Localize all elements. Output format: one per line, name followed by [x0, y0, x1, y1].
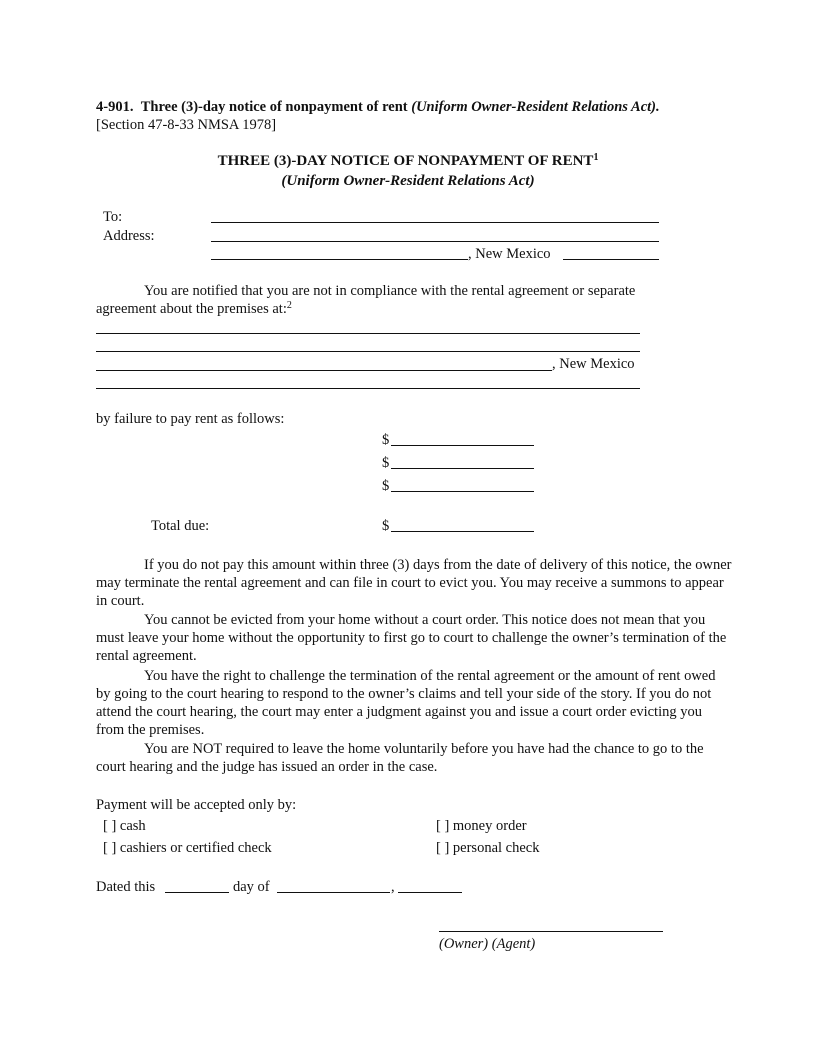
section-reference: [Section 47-8-33 NMSA 1978]: [96, 117, 277, 133]
payment-option-cash[interactable]: [ ] cash: [103, 818, 146, 834]
to-field[interactable]: [211, 222, 659, 223]
day-of-label: day of: [233, 879, 270, 895]
dollar-sign-1: $: [382, 432, 390, 448]
address-zip-field[interactable]: [563, 259, 659, 260]
rule-act: (Uniform Owner-Resident Relations Act).: [411, 99, 660, 115]
paragraph-court-order: You cannot be evicted from your home without a court order. This notice does not mean that you must leave your home without the opportunity to first go to court to challenge the owner’s termination of the rental agreement.: [96, 612, 727, 664]
dollar-sign-3: $: [382, 478, 390, 494]
rent-amount-field-1[interactable]: [391, 445, 534, 446]
payment-option-personal-check[interactable]: [ ] personal check: [436, 840, 540, 856]
rule-title: Three (3)-day notice of nonpayment of rent: [140, 99, 408, 115]
notice-title: [0, 152, 816, 170]
dated-comma: ,: [391, 879, 395, 895]
paragraph-right-to-challenge: You have the right to challenge the termination of the rental agreement or the amount of rent owed by going to the court hearing to respond to the owner’s claims and tell your side of the story. If you do not attend the court hearing, the court may enter a judgment against you and issue a court order evicting you from the premises.: [96, 668, 716, 738]
rent-amount-field-3[interactable]: [391, 491, 534, 492]
address-field-1[interactable]: [211, 241, 659, 242]
premises-field-4[interactable]: [96, 388, 640, 389]
dated-month-field[interactable]: [277, 892, 390, 893]
dated-year-field[interactable]: [398, 892, 462, 893]
payment-option-money-order[interactable]: [ ] money order: [436, 818, 527, 834]
notice-intro-line1: You are notified that you are not in compliance with the rental agreement or separate: [144, 283, 636, 299]
paragraph-not-required: You are NOT required to leave the home voluntarily before you have had the chance to go to the court hearing and the judge has issued an order in the case.: [96, 741, 704, 775]
premises-field-2[interactable]: [96, 351, 640, 352]
payment-label: Payment will be accepted only by:: [96, 797, 297, 813]
notice-subtitle: (Uniform Owner-Resident Relations Act): [281, 173, 535, 189]
dated-day-field[interactable]: [165, 892, 229, 893]
premises-field-1[interactable]: [96, 333, 640, 334]
dated-this-label: Dated this: [96, 879, 156, 895]
to-label: To:: [103, 209, 123, 225]
dollar-sign-total: $: [382, 518, 390, 534]
total-due-field[interactable]: [391, 531, 534, 532]
premises-state-label: , New Mexico: [552, 356, 635, 372]
footnote-mark-2: 2: [286, 300, 292, 311]
notice-intro-text: agreement about the premises at:: [96, 301, 287, 317]
rent-amount-field-2[interactable]: [391, 468, 534, 469]
rule-heading: [96, 98, 660, 116]
signature-field[interactable]: [439, 931, 663, 932]
footnote-mark-1: 1: [593, 152, 599, 163]
premises-city-field[interactable]: [96, 370, 552, 371]
notice-intro-line2: [96, 300, 292, 318]
payment-option-certified-check[interactable]: [ ] cashiers or certified check: [103, 840, 272, 856]
address-city-field[interactable]: [211, 259, 468, 260]
paragraph-delivery: If you do not pay this amount within three (3) days from the date of delivery of this notice, the owner may terminate the rental agreement and can file in court to evict you. You may receive a summons to appear in court.: [96, 557, 732, 609]
notice-title-text: THREE (3)-DAY NOTICE OF NONPAYMENT OF RENT: [217, 153, 594, 169]
address-label: Address:: [103, 228, 155, 244]
failure-text: by failure to pay rent as follows:: [96, 411, 285, 427]
total-due-label: Total due:: [151, 518, 210, 534]
dollar-sign-2: $: [382, 455, 390, 471]
address-state-label: , New Mexico: [468, 246, 551, 262]
rule-number: 4-901.: [96, 99, 134, 115]
signature-label: (Owner) (Agent): [439, 936, 536, 952]
